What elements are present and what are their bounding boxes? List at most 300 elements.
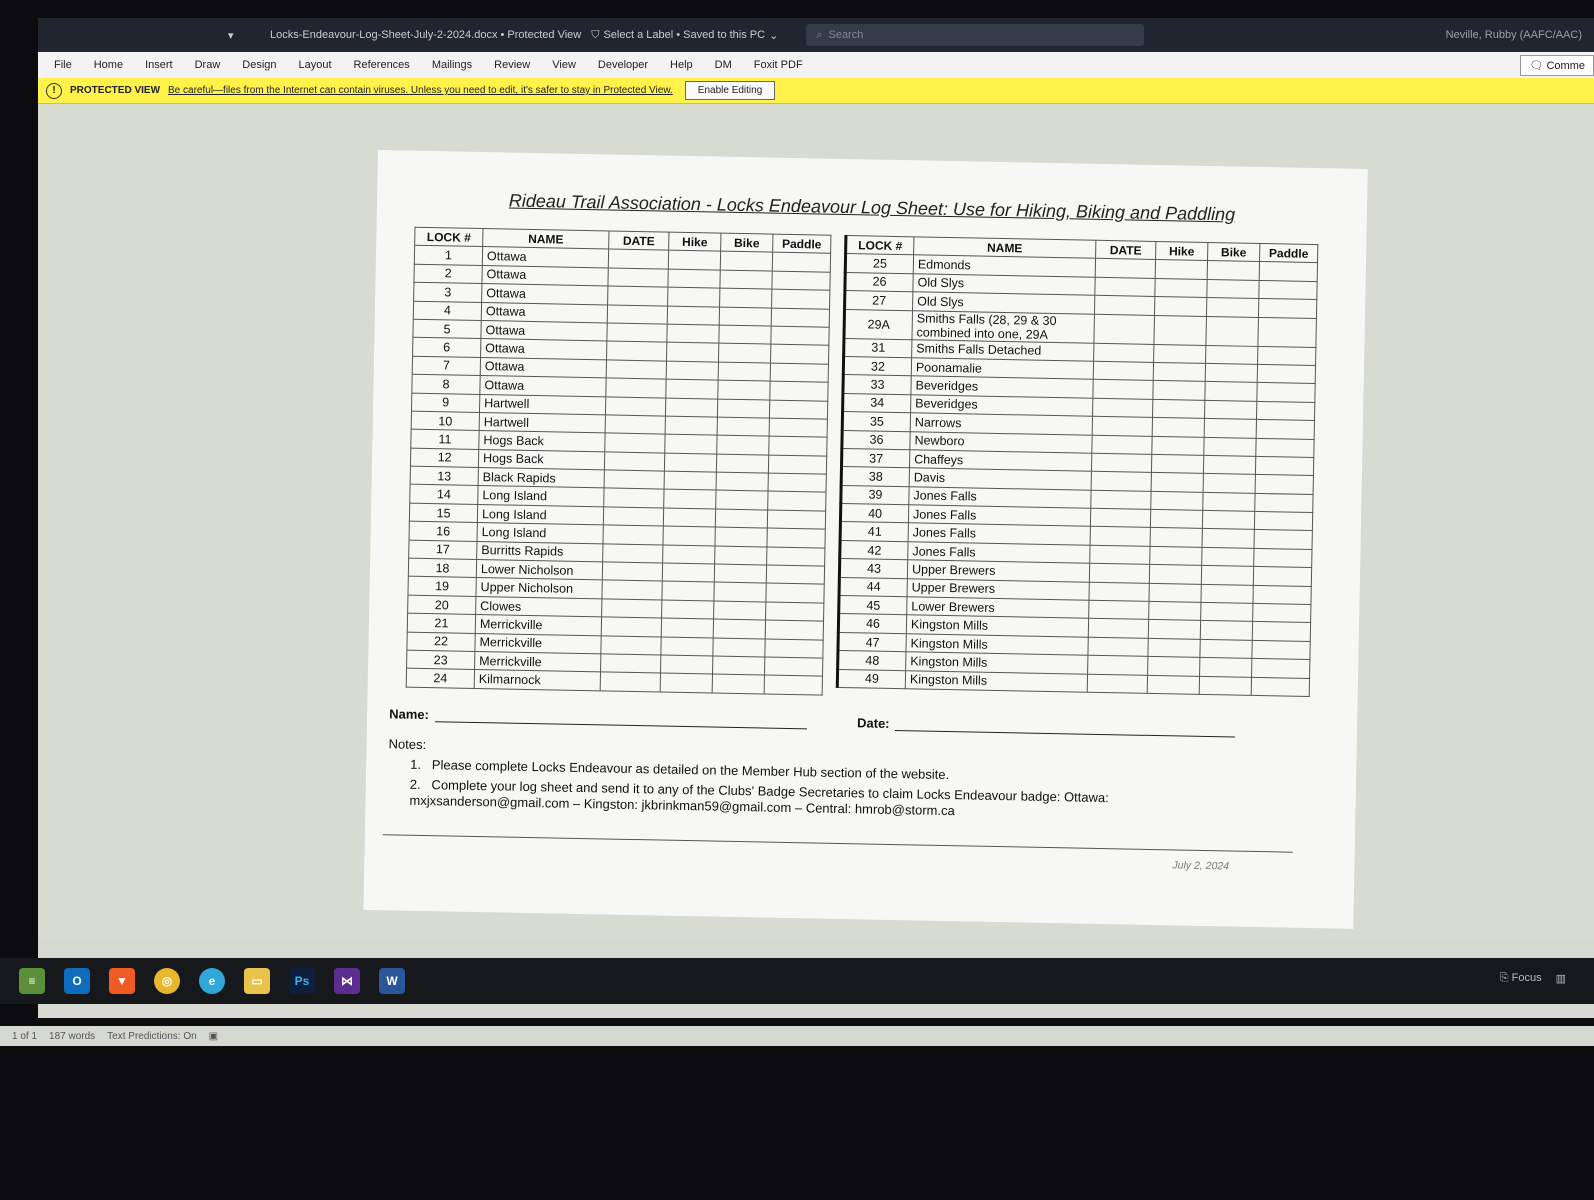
hike-cell[interactable]: [1151, 491, 1203, 510]
column-header-bike: Bike: [721, 233, 773, 252]
hike-cell[interactable]: [665, 416, 717, 435]
bike-cell[interactable]: [1202, 529, 1254, 548]
bike-cell[interactable]: [1200, 658, 1252, 677]
bike-cell[interactable]: [1201, 566, 1253, 585]
date-cell[interactable]: [1090, 527, 1150, 547]
date-cell[interactable]: [605, 415, 665, 435]
paddle-cell[interactable]: [1254, 530, 1312, 550]
lock-number: 34: [843, 393, 911, 413]
bike-cell[interactable]: [1205, 382, 1257, 401]
column-header-lock: LOCK #: [846, 235, 914, 255]
hike-cell[interactable]: [662, 563, 714, 582]
hike-cell[interactable]: [1148, 657, 1200, 676]
bike-cell[interactable]: [719, 325, 771, 344]
lock-name: Kingston Mills: [906, 615, 1088, 637]
date-cell[interactable]: [1093, 380, 1153, 400]
date-cell[interactable]: [1094, 343, 1154, 363]
lock-name: Ottawa: [481, 339, 607, 360]
date-cell[interactable]: [608, 286, 668, 306]
date-cell[interactable]: [1089, 582, 1149, 602]
read-mode-icon[interactable]: ▥: [1555, 973, 1566, 985]
bike-cell[interactable]: [714, 564, 766, 583]
date-cell[interactable]: [1095, 259, 1155, 279]
hike-cell[interactable]: [1151, 454, 1203, 473]
hike-cell[interactable]: [668, 269, 720, 288]
column-header-name: NAME: [914, 237, 1096, 259]
hike-cell[interactable]: [1150, 546, 1202, 565]
paddle-cell[interactable]: [772, 289, 830, 309]
paddle-cell[interactable]: [770, 381, 828, 401]
lock-name: Davis: [909, 468, 1091, 490]
date-cell[interactable]: [1091, 490, 1151, 510]
bike-cell[interactable]: [715, 546, 767, 565]
bike-cell[interactable]: [1204, 437, 1256, 456]
bike-cell[interactable]: [1207, 261, 1259, 280]
quick-access-icon[interactable]: ▾: [228, 29, 234, 42]
lock-name: Long Island: [478, 486, 604, 507]
warning-shield-icon: !: [46, 83, 62, 99]
lock-name: Smiths Falls (28, 29 & 30 combined into one, 29A: [912, 310, 1095, 342]
lock-number: 40: [840, 504, 908, 524]
lock-number: 4: [413, 301, 481, 321]
paddle-cell[interactable]: [1253, 567, 1311, 587]
footer-rule: [383, 834, 1293, 852]
menu-dm[interactable]: DM: [714, 59, 732, 71]
bike-cell[interactable]: [720, 251, 772, 270]
paddle-cell[interactable]: [768, 455, 826, 475]
hike-cell[interactable]: [1148, 620, 1200, 639]
hike-cell[interactable]: [668, 250, 720, 269]
focus-button[interactable]: ⎘ Focus: [1499, 972, 1542, 984]
taskbar: [0, 958, 1594, 1004]
date-cell[interactable]: [1089, 600, 1149, 620]
word-count[interactable]: 187 words: [49, 1030, 96, 1042]
file-explorer-icon[interactable]: ▭: [244, 968, 270, 994]
bike-cell[interactable]: [1200, 621, 1252, 640]
lock-name: Kilmarnock: [474, 670, 600, 691]
paddle-cell[interactable]: [772, 271, 830, 291]
paddle-cell[interactable]: [766, 602, 824, 622]
paddle-cell[interactable]: [1253, 585, 1311, 605]
date-cell[interactable]: [608, 249, 668, 269]
lock-name: Lower Brewers: [907, 597, 1089, 619]
paddle-cell[interactable]: [1252, 640, 1310, 660]
hike-cell[interactable]: [665, 434, 717, 453]
bike-cell[interactable]: [720, 288, 772, 307]
shield-icon: ⛉: [591, 28, 600, 41]
bike-cell[interactable]: [716, 491, 768, 510]
hike-cell[interactable]: [662, 581, 714, 600]
hike-cell[interactable]: [1151, 473, 1203, 492]
date-cell[interactable]: [603, 525, 663, 545]
lock-name: Old Slys: [913, 292, 1095, 314]
notes-label: Notes:: [388, 736, 427, 753]
hike-cell[interactable]: [1154, 297, 1206, 316]
paddle-cell[interactable]: [764, 675, 822, 695]
lock-name: Hogs Back: [479, 431, 605, 452]
menu-insert[interactable]: Insert: [145, 59, 173, 71]
menu-view[interactable]: View: [552, 59, 576, 71]
bike-cell[interactable]: [716, 454, 768, 473]
bike-cell[interactable]: [718, 380, 770, 399]
bike-cell[interactable]: [1202, 547, 1254, 566]
menu-help[interactable]: Help: [670, 59, 693, 71]
hike-cell[interactable]: [1153, 381, 1205, 400]
column-header-name: NAME: [483, 229, 609, 250]
column-header-lock: LOCK #: [415, 227, 483, 247]
hike-cell[interactable]: [663, 526, 715, 545]
comments-button[interactable]: 🗨 Comme: [1520, 55, 1594, 76]
lock-number: 35: [842, 412, 910, 432]
lock-number: 14: [410, 485, 478, 505]
bike-cell[interactable]: [718, 343, 770, 362]
date-cell[interactable]: [1094, 314, 1155, 344]
date-cell[interactable]: [1088, 655, 1148, 675]
date-cell[interactable]: [604, 488, 664, 508]
status-bar: [0, 1026, 1594, 1046]
bike-cell[interactable]: [717, 435, 769, 454]
bike-cell[interactable]: [713, 619, 765, 638]
enable-editing-button[interactable]: Enable Editing: [685, 81, 776, 100]
bike-cell[interactable]: [712, 656, 764, 675]
hike-cell[interactable]: [1155, 260, 1207, 279]
paddle-cell[interactable]: [771, 326, 829, 346]
lock-number: 22: [407, 632, 475, 652]
hike-cell[interactable]: [663, 508, 715, 527]
paddle-cell[interactable]: [1253, 603, 1311, 623]
hike-cell[interactable]: [1149, 601, 1201, 620]
date-cell[interactable]: [604, 470, 664, 490]
lock-number: 21: [407, 613, 475, 633]
date-cell[interactable]: [600, 672, 660, 692]
name-line: [435, 721, 807, 729]
lock-name: Beveridges: [911, 376, 1093, 398]
hike-cell[interactable]: [664, 471, 716, 490]
lock-number: 41: [840, 522, 908, 542]
bike-cell[interactable]: [1201, 584, 1253, 603]
photoshop-icon[interactable]: Ps: [289, 968, 315, 994]
hike-cell[interactable]: [662, 600, 714, 619]
paddle-cell[interactable]: [1254, 548, 1312, 568]
paddle-cell[interactable]: [768, 473, 826, 493]
date-cell[interactable]: [1091, 453, 1151, 473]
lock-name: Chaffeys: [909, 450, 1091, 472]
date-cell[interactable]: [605, 433, 665, 453]
paddle-cell[interactable]: [1256, 420, 1314, 440]
hike-cell[interactable]: [666, 361, 718, 380]
date-cell[interactable]: [601, 654, 661, 674]
lock-number: 47: [838, 632, 906, 652]
bike-cell[interactable]: [1204, 400, 1256, 419]
paddle-cell[interactable]: [771, 308, 829, 328]
bike-cell[interactable]: [717, 417, 769, 436]
bike-cell[interactable]: [1205, 363, 1257, 382]
lock-number: 43: [839, 559, 907, 579]
date-cell[interactable]: [1094, 295, 1154, 315]
bike-cell[interactable]: [719, 307, 771, 326]
paddle-cell[interactable]: [1258, 346, 1316, 366]
hike-cell[interactable]: [1155, 278, 1207, 297]
bike-cell[interactable]: [1201, 602, 1253, 621]
hike-cell[interactable]: [1152, 436, 1204, 455]
lock-name: Jones Falls: [908, 523, 1090, 545]
paddle-cell[interactable]: [767, 510, 825, 530]
paddle-cell[interactable]: [1256, 401, 1314, 421]
lock-number: 20: [408, 595, 476, 615]
chrome-icon[interactable]: ◎: [154, 968, 180, 994]
lock-number: 3: [414, 282, 482, 302]
bike-cell[interactable]: [714, 582, 766, 601]
paddle-cell[interactable]: [1256, 438, 1314, 458]
hike-cell[interactable]: [667, 306, 719, 325]
menu-mailings[interactable]: Mailings: [431, 59, 473, 71]
hike-cell[interactable]: [664, 490, 716, 509]
bike-cell[interactable]: [713, 638, 765, 657]
bike-cell[interactable]: [714, 601, 766, 620]
bike-cell[interactable]: [718, 362, 770, 381]
bike-cell[interactable]: [1203, 492, 1255, 511]
paddle-cell[interactable]: [1257, 383, 1315, 403]
bike-cell[interactable]: [716, 472, 768, 491]
lock-number: 9: [411, 393, 479, 413]
date-cell[interactable]: [1092, 435, 1152, 455]
bike-cell[interactable]: [717, 399, 769, 418]
lock-number: 46: [838, 614, 906, 634]
comment-icon: 🗨: [1529, 59, 1544, 72]
paddle-cell[interactable]: [766, 565, 824, 585]
date-cell[interactable]: [606, 360, 666, 380]
menu-references[interactable]: References: [353, 59, 410, 71]
lock-name: Ottawa: [482, 265, 608, 286]
lock-name: Hogs Back: [478, 449, 604, 470]
bike-cell[interactable]: [1204, 419, 1256, 438]
date-cell[interactable]: [603, 544, 663, 564]
menu-developer[interactable]: Developer: [597, 59, 649, 71]
bike-cell[interactable]: [1200, 639, 1252, 658]
document-page[interactable]: [363, 150, 1367, 929]
column-header-date: DATE: [1096, 240, 1156, 260]
sheet-title: Rideau Trail Association - Locks Endeavour Log Sheet: Use for Hiking, Biking and Paddling: [508, 190, 1236, 225]
user-name[interactable]: Neville, Rubby (AAFC/AAC): [1445, 29, 1582, 41]
protected-view-message[interactable]: Be careful—files from the Internet can contain viruses. Unless you need to edit, it's safer to stay in Protected View.: [168, 85, 673, 96]
notepad-icon[interactable]: ≡: [19, 968, 45, 994]
date-cell[interactable]: [1093, 398, 1153, 418]
text-predictions[interactable]: Text Predictions: On: [107, 1030, 197, 1042]
lock-number: 27: [845, 291, 913, 311]
lock-name: Smiths Falls Detached: [912, 339, 1094, 361]
paddle-cell[interactable]: [1251, 677, 1309, 697]
paddle-cell[interactable]: [1252, 659, 1310, 679]
menu-layout[interactable]: Layout: [298, 59, 332, 71]
hike-cell[interactable]: [1153, 362, 1205, 381]
date-cell[interactable]: [602, 599, 662, 619]
paddle-cell[interactable]: [767, 547, 825, 567]
lock-name: Upper Nicholson: [476, 578, 602, 599]
lock-number: 38: [841, 467, 909, 487]
date-cell[interactable]: [1090, 545, 1150, 565]
lock-name: Hartwell: [479, 394, 605, 415]
date-line: [895, 730, 1235, 738]
lock-number: 31: [844, 338, 912, 358]
paddle-cell[interactable]: [1257, 364, 1315, 384]
hike-cell[interactable]: [1150, 509, 1202, 528]
paddle-cell[interactable]: [769, 400, 827, 420]
menu-home[interactable]: Home: [93, 59, 124, 71]
bike-cell[interactable]: [1206, 316, 1259, 346]
paddle-cell[interactable]: [1255, 456, 1313, 476]
paddle-cell[interactable]: [768, 492, 826, 512]
paddle-cell[interactable]: [765, 639, 823, 659]
lock-name: Ottawa: [481, 302, 607, 323]
lock-name: Lower Nicholson: [476, 560, 602, 581]
edge-icon[interactable]: e: [199, 968, 225, 994]
menu-draw[interactable]: Draw: [194, 59, 221, 71]
date-cell[interactable]: [1090, 508, 1150, 528]
date-cell[interactable]: [607, 341, 667, 361]
lock-name: Kingston Mills: [905, 670, 1087, 692]
lock-number: 33: [843, 375, 911, 395]
date-label: Date:: [856, 715, 890, 731]
paddle-cell[interactable]: [770, 344, 828, 364]
lock-name: Jones Falls: [909, 486, 1091, 508]
hike-cell[interactable]: [666, 379, 718, 398]
word-icon[interactable]: W: [379, 968, 405, 994]
menu-design[interactable]: Design: [242, 59, 277, 71]
lock-number: 19: [408, 577, 476, 597]
hike-cell[interactable]: [661, 655, 713, 674]
search-box[interactable]: ⌕ Search: [806, 24, 1144, 46]
visual-studio-icon[interactable]: ⋈: [334, 968, 360, 994]
hike-cell[interactable]: [660, 673, 712, 692]
paddle-cell[interactable]: [767, 528, 825, 548]
paddle-cell[interactable]: [769, 418, 827, 438]
date-cell[interactable]: [602, 580, 662, 600]
hike-cell[interactable]: [1148, 638, 1200, 657]
hike-cell[interactable]: [1149, 565, 1201, 584]
paddle-cell[interactable]: [1259, 262, 1317, 282]
date-cell[interactable]: [602, 562, 662, 582]
hike-cell[interactable]: [661, 618, 713, 637]
date-cell[interactable]: [1088, 619, 1148, 639]
menu-file[interactable]: File: [54, 59, 72, 71]
date-cell[interactable]: [608, 268, 668, 288]
date-cell[interactable]: [1095, 277, 1155, 297]
hike-cell[interactable]: [667, 324, 719, 343]
date-cell[interactable]: [607, 304, 667, 324]
hike-cell[interactable]: [661, 637, 713, 656]
paddle-cell[interactable]: [1258, 317, 1317, 347]
lock-number: 2: [414, 264, 482, 284]
lock-number: 17: [409, 540, 477, 560]
hike-cell[interactable]: [1150, 528, 1202, 547]
date-cell[interactable]: [603, 507, 663, 527]
hike-cell[interactable]: [664, 453, 716, 472]
lock-name: Merrickville: [475, 633, 601, 654]
bike-cell[interactable]: [712, 674, 764, 693]
bike-cell[interactable]: [1207, 279, 1259, 298]
paddle-cell[interactable]: [1252, 622, 1310, 642]
lock-number: 23: [407, 650, 475, 670]
hike-cell[interactable]: [1149, 583, 1201, 602]
lock-number: 37: [842, 448, 910, 468]
date-cell[interactable]: [1091, 472, 1151, 492]
brave-icon[interactable]: ▼: [109, 968, 135, 994]
date-cell[interactable]: [601, 635, 661, 655]
bike-cell[interactable]: [1199, 676, 1251, 695]
date-cell[interactable]: [1092, 416, 1152, 436]
lock-number: 13: [410, 466, 478, 486]
column-header-hike: Hike: [669, 232, 721, 251]
date-cell[interactable]: [1093, 361, 1153, 381]
bike-cell[interactable]: [1203, 455, 1255, 474]
hike-cell[interactable]: [667, 342, 719, 361]
date-cell[interactable]: [1087, 674, 1147, 694]
hike-cell[interactable]: [1147, 675, 1199, 694]
hike-cell[interactable]: [1153, 399, 1205, 418]
hike-cell[interactable]: [663, 545, 715, 564]
lock-name: Ottawa: [481, 320, 607, 341]
lock-number: 44: [839, 577, 907, 597]
bike-cell[interactable]: [1206, 345, 1258, 364]
bike-cell[interactable]: [720, 270, 772, 289]
lock-number: 18: [408, 558, 476, 578]
paddle-cell[interactable]: [1259, 280, 1317, 300]
paddle-cell[interactable]: [766, 583, 824, 603]
accessibility-icon[interactable]: ▣: [208, 1030, 219, 1042]
paddle-cell[interactable]: [765, 620, 823, 640]
paddle-cell[interactable]: [772, 252, 830, 272]
date-cell[interactable]: [1089, 563, 1149, 583]
bike-cell[interactable]: [715, 527, 767, 546]
lock-name: Ottawa: [480, 376, 606, 397]
paddle-cell[interactable]: [769, 436, 827, 456]
hike-cell[interactable]: [1152, 418, 1204, 437]
date-cell[interactable]: [601, 617, 661, 637]
paddle-cell[interactable]: [1254, 511, 1312, 531]
hike-cell[interactable]: [665, 398, 717, 417]
outlook-icon[interactable]: O: [64, 968, 90, 994]
page-count[interactable]: 1 of 1: [12, 1030, 38, 1042]
date-cell[interactable]: [607, 323, 667, 343]
lock-number: 12: [410, 448, 478, 468]
bike-cell[interactable]: [1202, 510, 1254, 529]
lock-number: 26: [845, 272, 913, 292]
date-cell[interactable]: [604, 452, 664, 472]
sensitivity-label[interactable]: ⛉ Select a Label • Saved to this PC ⌄: [591, 28, 779, 42]
bike-cell[interactable]: [1206, 298, 1258, 317]
menu-review[interactable]: Review: [494, 59, 531, 71]
paddle-cell[interactable]: [1255, 475, 1313, 495]
lock-name: Poonamalie: [911, 358, 1093, 380]
lock-number: 45: [839, 595, 907, 615]
lock-number: 10: [411, 411, 479, 431]
hike-cell[interactable]: [1154, 315, 1207, 345]
paddle-cell[interactable]: [1258, 299, 1316, 319]
paddle-cell[interactable]: [770, 363, 828, 383]
date-cell[interactable]: [605, 396, 665, 416]
menu-foxit-pdf[interactable]: Foxit PDF: [753, 59, 803, 71]
bike-cell[interactable]: [1203, 474, 1255, 493]
focus-icon: ⎘: [1499, 972, 1509, 984]
hike-cell[interactable]: [668, 287, 720, 306]
paddle-cell[interactable]: [1255, 493, 1313, 513]
bike-cell[interactable]: [715, 509, 767, 528]
hike-cell[interactable]: [1154, 344, 1206, 363]
date-cell[interactable]: [606, 378, 666, 398]
lock-number: 42: [840, 540, 908, 560]
date-cell[interactable]: [1088, 637, 1148, 657]
paddle-cell[interactable]: [764, 657, 822, 677]
